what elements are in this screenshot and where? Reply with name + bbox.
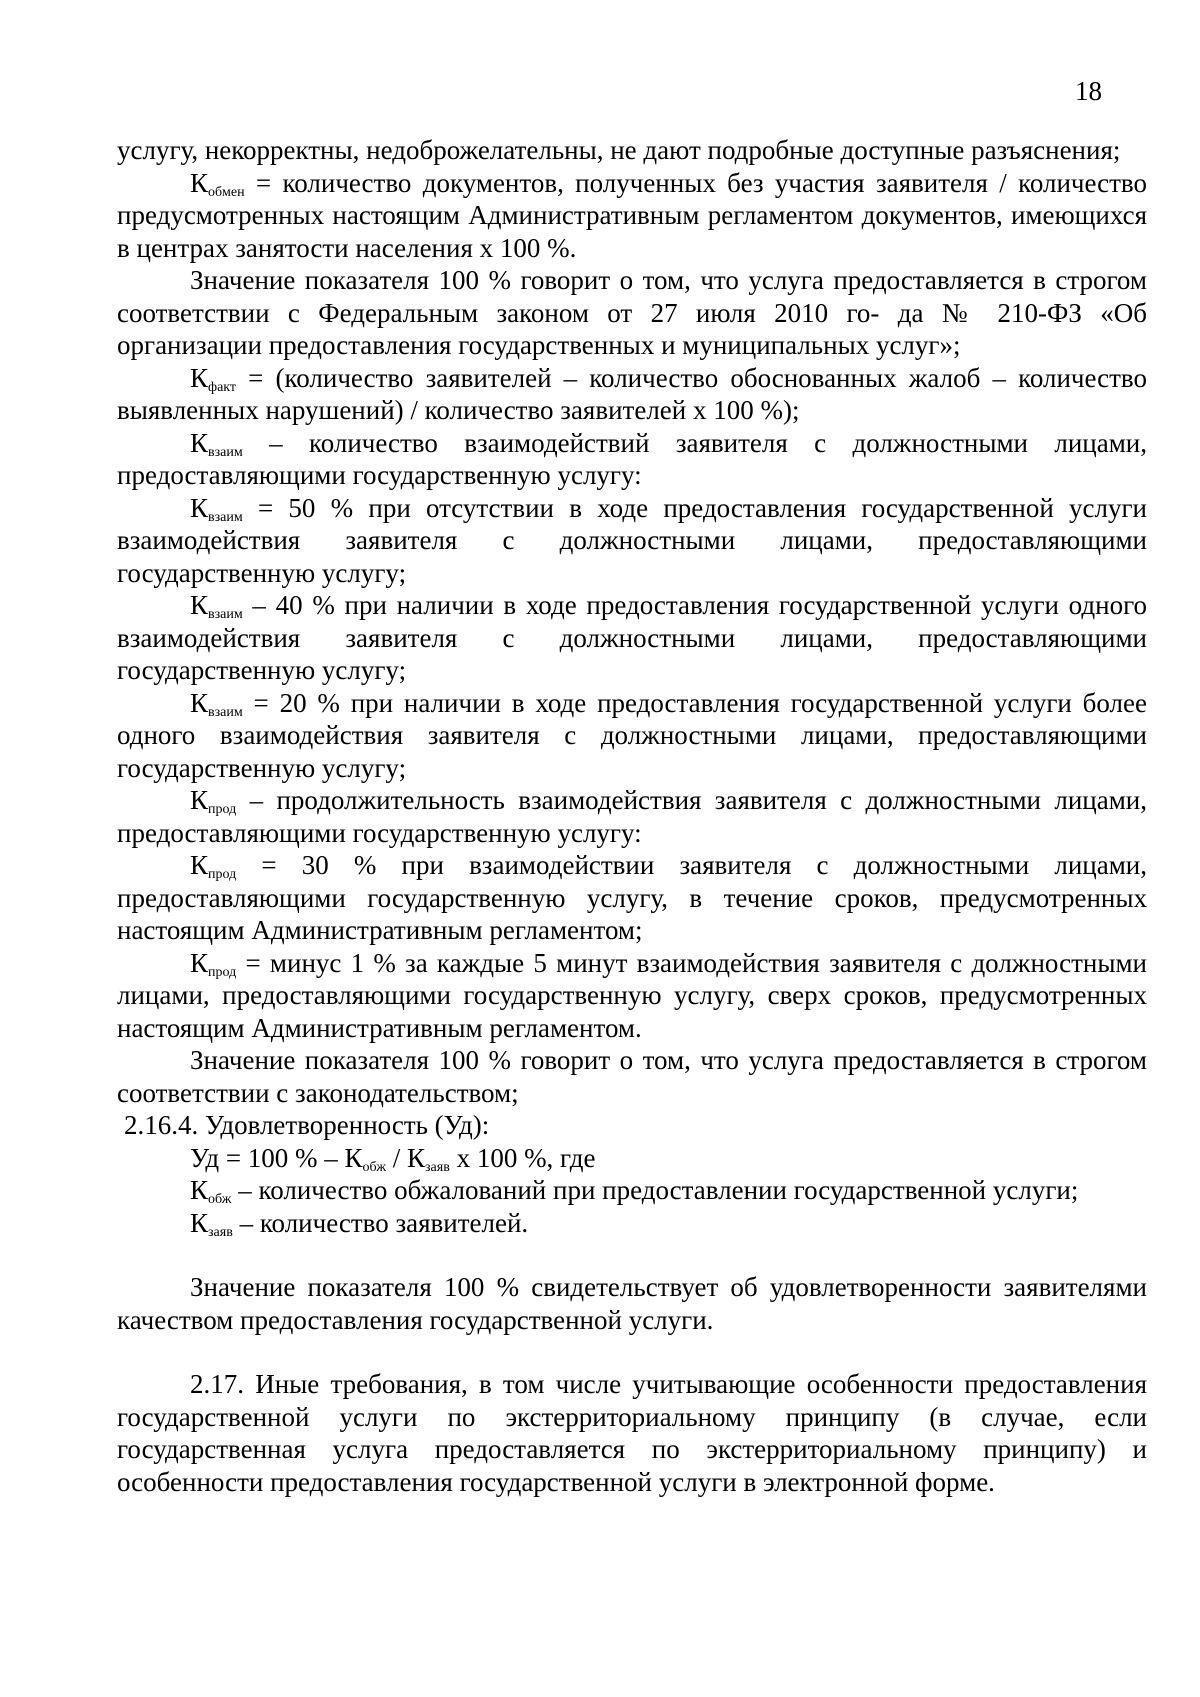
paragraph-text: услугу, некорректны, недоброжелательны, не дают подробные доступные разъяснения; bbox=[117, 135, 1121, 165]
formula-k-obzh bbox=[117, 1174, 1147, 1207]
coefficient-subscript: факт bbox=[208, 379, 237, 395]
paragraph-text: = 50 % при отсутствии в ходе предоставления государственной услуги взаимодействия заявителя с должностными лицами, предоставляющими государственную услугу; bbox=[117, 492, 1147, 588]
coefficient-symbol: К bbox=[190, 590, 209, 620]
coefficient-subscript: взаим bbox=[208, 704, 243, 720]
formula-text: / К bbox=[386, 1142, 426, 1173]
coefficient-symbol: К bbox=[190, 492, 209, 523]
paragraph-text: Значение показателя 100 % говорит о том, что услуга предоставляется в строгом соответствии с Федеральным законом от 27 июля 2010 го- да № 210-ФЗ «Об организации предоставления государственных и муниципальных услуг»; bbox=[117, 265, 1147, 360]
coefficient-subscript: взаим bbox=[208, 607, 243, 622]
coefficient-symbol: К bbox=[190, 1175, 209, 1205]
formula-k-vzaim-40 bbox=[117, 589, 1147, 687]
formula-k-vzaim-definition bbox=[117, 427, 1147, 492]
paragraph-text: = минус 1 % за каждые 5 минут взаимодействия заявителя с должностными лицами, предоставляющими государственную услугу, сверх сроков, предусмотренных настоящим Административным регламентом. bbox=[117, 947, 1147, 1043]
paragraph-text: Значение показателя 100 % говорит о том, что услуга предоставляется в строгом соответствии с законодательством; bbox=[117, 1045, 1147, 1108]
formula-text: Уд = 100 % – К bbox=[190, 1142, 363, 1173]
paragraph-text: Значение показателя 100 % свидетельствует об удовлетворенности заявителями качеством предоставления государственной услуги. bbox=[117, 1272, 1147, 1335]
coefficient-subscript: взаим bbox=[208, 444, 243, 460]
coefficient-symbol: К bbox=[190, 947, 209, 978]
formula-text: х 100 %, где bbox=[449, 1142, 596, 1173]
document-body bbox=[117, 134, 1147, 1498]
paragraph-text: – 40 % при наличии в ходе предоставления государственной услуги одного взаимодействия заявителя с должностными лицами, предоставляющими государственную услугу; bbox=[117, 590, 1147, 685]
paragraph-indicator-value bbox=[117, 1044, 1147, 1109]
formula-k-vzaim-20 bbox=[117, 687, 1147, 785]
paragraph-continuation bbox=[117, 134, 1147, 167]
formula-k-prod-definition bbox=[117, 784, 1147, 849]
paragraph-text: 2.17. Иные требования, в том числе учитывающие особенности предоставления государственной услуги по экстерриториальному принципу (в случае, если государственная услуга предоставляется по экстерриториальному принципу) и особенности предоставления государственной услуги в электронной форме. bbox=[117, 1369, 1147, 1497]
section-heading-2-16-4 bbox=[117, 1109, 1147, 1142]
formula-k-fakt bbox=[117, 362, 1147, 427]
paragraph-text: = (количество заявителей – количество обоснованных жалоб – количество выявленных нарушений) / количество заявителей х 100 %); bbox=[117, 362, 1147, 425]
paragraph-text: = 20 % при наличии в ходе предоставления государственной услуги более одного взаимодействия заявителя с должностными лицами, предоставляющими государственную услугу; bbox=[117, 687, 1147, 783]
paragraph-text: – количество взаимодействий заявителя с должностными лицами, предоставляющими государственную услугу: bbox=[117, 427, 1147, 490]
coefficient-subscript: прод bbox=[208, 964, 237, 980]
coefficient-subscript: обмен bbox=[208, 184, 245, 200]
formula-k-prod-30 bbox=[117, 849, 1147, 947]
coefficient-subscript: прод bbox=[208, 867, 237, 882]
coefficient-symbol: К bbox=[190, 167, 209, 198]
formula-k-prod-minus bbox=[117, 947, 1147, 1045]
paragraph-indicator-value bbox=[117, 264, 1147, 362]
coefficient-subscript: заяв bbox=[208, 1224, 233, 1240]
coefficient-subscript: обж bbox=[362, 1159, 386, 1175]
coefficient-symbol: К bbox=[190, 427, 209, 458]
paragraph-text: – продолжительность взаимодействия заявителя с должностными лицами, предоставляющими государственную услугу: bbox=[117, 785, 1147, 848]
paragraph-satisfaction-value bbox=[117, 1271, 1147, 1336]
coefficient-symbol: К bbox=[190, 850, 209, 880]
formula-k-obmen bbox=[117, 167, 1147, 265]
coefficient-subscript: взаим bbox=[208, 509, 243, 525]
paragraph-text: = 30 % при взаимодействии заявителя с должностными лицами, предоставляющими государственную услугу, в течение сроков, предусмотренных настоящим Административным регламентом; bbox=[117, 850, 1147, 945]
coefficient-subscript: обж bbox=[208, 1192, 232, 1207]
section-2-17 bbox=[117, 1368, 1147, 1498]
coefficient-subscript: прод bbox=[208, 802, 237, 817]
coefficient-symbol: К bbox=[190, 1207, 209, 1238]
paragraph-text: = количество документов, полученных без участия заявителя / количество предусмотренных настоящим Административным регламентом документов, имеющихся в центрах занятости населения х 100 %. bbox=[117, 167, 1147, 263]
formula-ud bbox=[117, 1142, 1147, 1175]
formula-k-vzaim-50 bbox=[117, 492, 1147, 590]
paragraph-text: – количество обжалований при предоставлении государственной услуги; bbox=[231, 1175, 1079, 1205]
coefficient-symbol: К bbox=[190, 785, 209, 815]
section-heading-text: 2.16.4. Удовлетворенность (Уд): bbox=[124, 1110, 490, 1140]
page-number: 18 bbox=[1075, 76, 1102, 106]
formula-k-zayav bbox=[117, 1207, 1147, 1240]
coefficient-symbol: К bbox=[190, 687, 209, 718]
paragraph-text: – количество заявителей. bbox=[232, 1207, 529, 1238]
coefficient-symbol: К bbox=[190, 362, 209, 393]
coefficient-subscript: заяв bbox=[425, 1159, 450, 1175]
